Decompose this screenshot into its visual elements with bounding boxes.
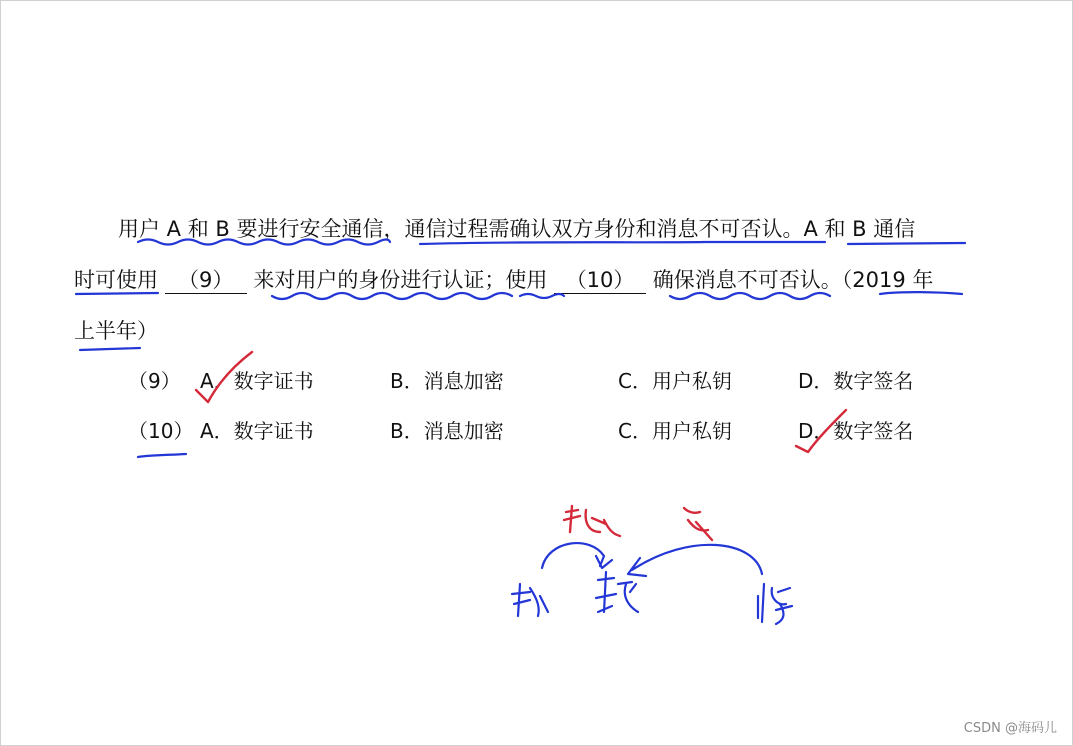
question-text-part-3: 确保消息不可否认。（2019 年 (652, 268, 934, 292)
question-text-part-2: 来对用户的身份进行认证；使用 (253, 268, 548, 292)
option-a-10: A．数字证书 (200, 419, 314, 443)
question-number-9: （9） (128, 369, 181, 393)
question-line-2 (74, 267, 933, 294)
question-line-3: 上半年） (74, 319, 158, 343)
option-b-10: B．消息加密 (390, 419, 504, 443)
option-c-9: C．用户私钥 (618, 369, 732, 393)
question-line-1: 用户 A 和 B 要进行安全通信，通信过程需确认双方身份和消息不可否认。A 和 B 通信 (118, 217, 916, 241)
option-d-9: D．数字签名 (798, 369, 914, 393)
answer-blank-10: （10） (554, 267, 646, 294)
option-c-10: C．用户私钥 (618, 419, 732, 443)
option-a-9: A．数字证书 (200, 369, 314, 393)
option-d-10: D．数字签名 (798, 419, 914, 443)
answer-blank-9: （9） (165, 267, 247, 294)
question-text-part-1: 时可使用 (74, 268, 158, 292)
question-number-10: （10） (128, 419, 194, 443)
watermark: CSDN @海码儿 (963, 721, 1057, 736)
option-b-9: B．消息加密 (390, 369, 504, 393)
